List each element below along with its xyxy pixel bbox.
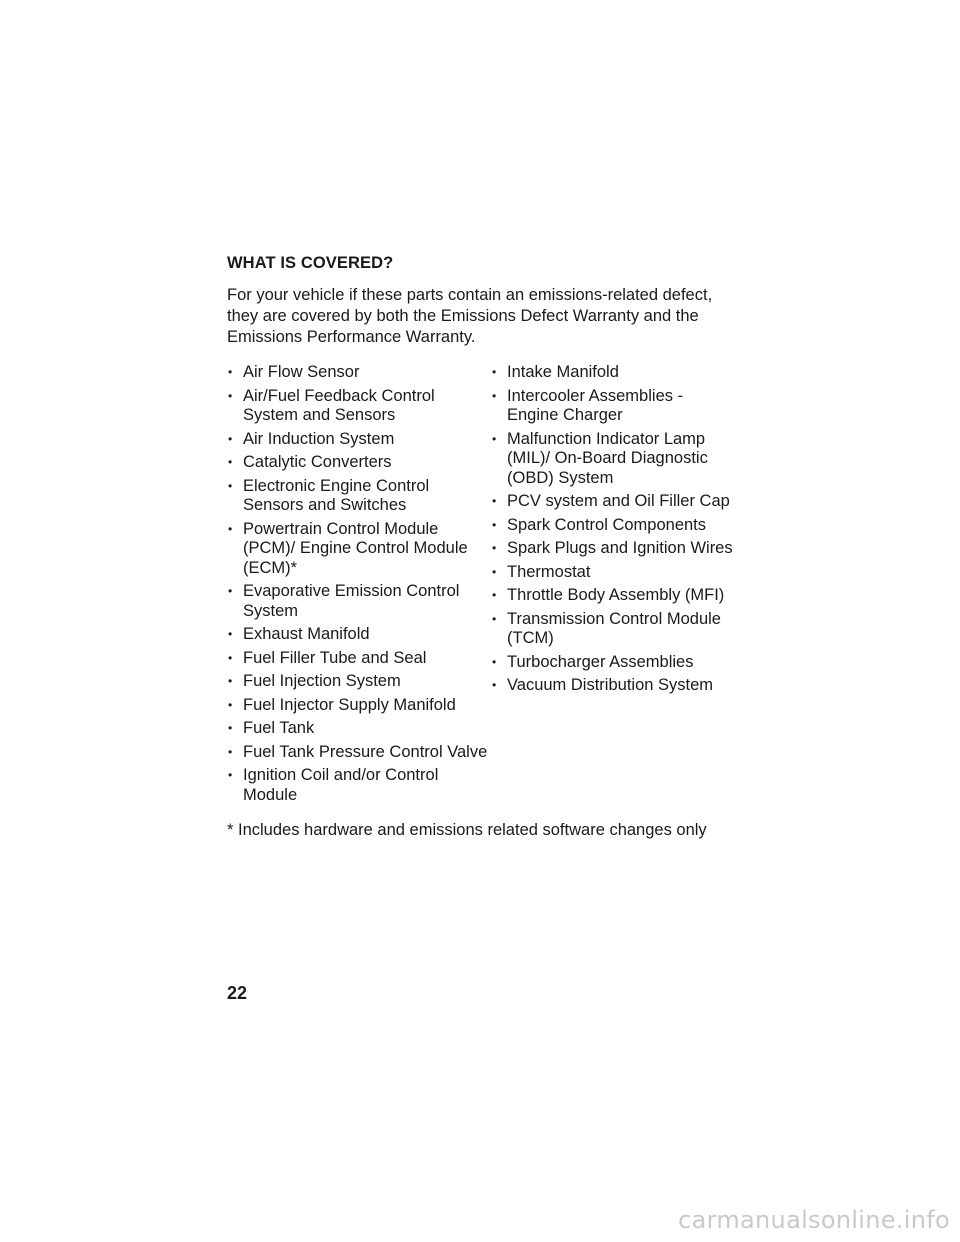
- bullet-icon: •: [492, 494, 497, 508]
- list-item-label: Intercooler Assemblies - Engine Charger: [507, 386, 684, 424]
- list-item-label: Malfunction Indicator Lamp (MIL)/ On-Board Diagnostic (OBD) System: [507, 429, 708, 487]
- list-item-label: Air Flow Sensor: [243, 363, 360, 381]
- list-item: [227, 387, 491, 426]
- bullet-icon: •: [492, 365, 497, 379]
- list-item-label: Evaporative Emission Control System: [243, 582, 460, 620]
- list-item: [491, 563, 737, 583]
- covered-parts-list: [227, 363, 737, 809]
- list-item-label: Ignition Coil and/or Control Module: [243, 766, 439, 804]
- list-item-label: Fuel Injector Supply Manifold: [243, 695, 456, 714]
- list-item-label: Air Induction System: [243, 429, 395, 448]
- bullet-icon: •: [228, 388, 233, 403]
- list-item-label: PCV system and Oil Filler Cap: [507, 492, 730, 510]
- list-item: [491, 676, 737, 696]
- list-item-label: Fuel Tank Pressure Control Valve: [243, 742, 488, 761]
- footnote: * Includes hardware and emissions related software changes only: [227, 821, 707, 839]
- bullet-icon: •: [228, 431, 233, 446]
- list-item: [227, 582, 491, 621]
- bullet-icon: •: [228, 478, 233, 493]
- list-item: [227, 363, 491, 383]
- list-item: [227, 625, 491, 645]
- list-item: [227, 766, 491, 805]
- list-item: [491, 516, 737, 536]
- list-item: [491, 653, 737, 673]
- bullet-icon: •: [492, 564, 497, 579]
- watermark: carmanualsonline.info: [678, 1206, 950, 1234]
- list-item: [491, 586, 737, 606]
- bullet-icon: •: [228, 697, 233, 712]
- list-item: [491, 387, 737, 426]
- list-item-label: Spark Plugs and Ignition Wires: [507, 539, 733, 557]
- list-item: [491, 610, 737, 649]
- bullet-icon: •: [228, 521, 233, 536]
- bullet-icon: •: [492, 588, 497, 602]
- bullet-icon: •: [228, 768, 233, 782]
- left-column-list: [227, 363, 491, 809]
- list-item: [491, 492, 737, 512]
- bullet-icon: •: [228, 365, 233, 379]
- bullet-icon: •: [492, 541, 497, 555]
- list-item-label: Exhaust Manifold: [243, 625, 370, 643]
- bullet-icon: •: [228, 584, 233, 598]
- list-item-label: Vacuum Distribution System: [507, 676, 714, 694]
- bullet-icon: •: [228, 674, 233, 688]
- list-item: [491, 539, 737, 559]
- list-item: [227, 453, 491, 473]
- list-item-label: Powertrain Control Module (PCM)/ Engine Control Module (ECM)*: [243, 519, 468, 577]
- section-heading: WHAT IS COVERED?: [227, 254, 394, 272]
- list-item: [227, 743, 491, 763]
- list-item: [491, 363, 737, 383]
- list-item: [227, 477, 491, 516]
- page-number: 22: [227, 983, 248, 1003]
- bullet-icon: •: [228, 650, 233, 665]
- bullet-icon: •: [228, 721, 233, 735]
- list-item-label: Air/Fuel Feedback Control System and Sensors: [243, 386, 435, 424]
- list-item-label: Catalytic Converters: [243, 453, 392, 471]
- list-item: [227, 719, 491, 739]
- list-item-label: Throttle Body Assembly (MFI): [507, 586, 725, 604]
- intro-paragraph: For your vehicle if these parts contain an emissions-related defect, they are covered by both the Emissions Defect Warranty and the Emissions Performance Warranty.: [227, 286, 713, 346]
- bullet-icon: •: [228, 744, 233, 759]
- list-item-label: Spark Control Components: [507, 515, 707, 534]
- right-column-list: [491, 363, 737, 809]
- list-item-label: Fuel Injection System: [243, 672, 401, 690]
- bullet-icon: •: [492, 654, 497, 669]
- list-item: [227, 672, 491, 692]
- list-item-label: Fuel Tank: [243, 719, 315, 737]
- bullet-icon: •: [492, 678, 497, 692]
- list-item: [227, 520, 491, 579]
- list-item: [227, 649, 491, 669]
- bullet-icon: •: [228, 627, 233, 641]
- list-item: [491, 430, 737, 489]
- bullet-icon: •: [492, 611, 497, 626]
- list-item-label: Electronic Engine Control Sensors and Switches: [243, 476, 430, 514]
- bullet-icon: •: [492, 431, 497, 446]
- bullet-icon: •: [228, 455, 233, 469]
- list-item-label: Thermostat: [507, 562, 591, 581]
- page-content: [227, 254, 737, 841]
- list-item: [227, 430, 491, 450]
- list-item-label: Turbocharger Assemblies: [507, 652, 694, 671]
- list-item: [227, 696, 491, 716]
- bullet-icon: •: [492, 388, 497, 403]
- bullet-icon: •: [492, 517, 497, 532]
- list-item-label: Transmission Control Module (TCM): [507, 609, 721, 647]
- list-item-label: Fuel Filler Tube and Seal: [243, 648, 427, 667]
- list-item-label: Intake Manifold: [507, 363, 619, 381]
